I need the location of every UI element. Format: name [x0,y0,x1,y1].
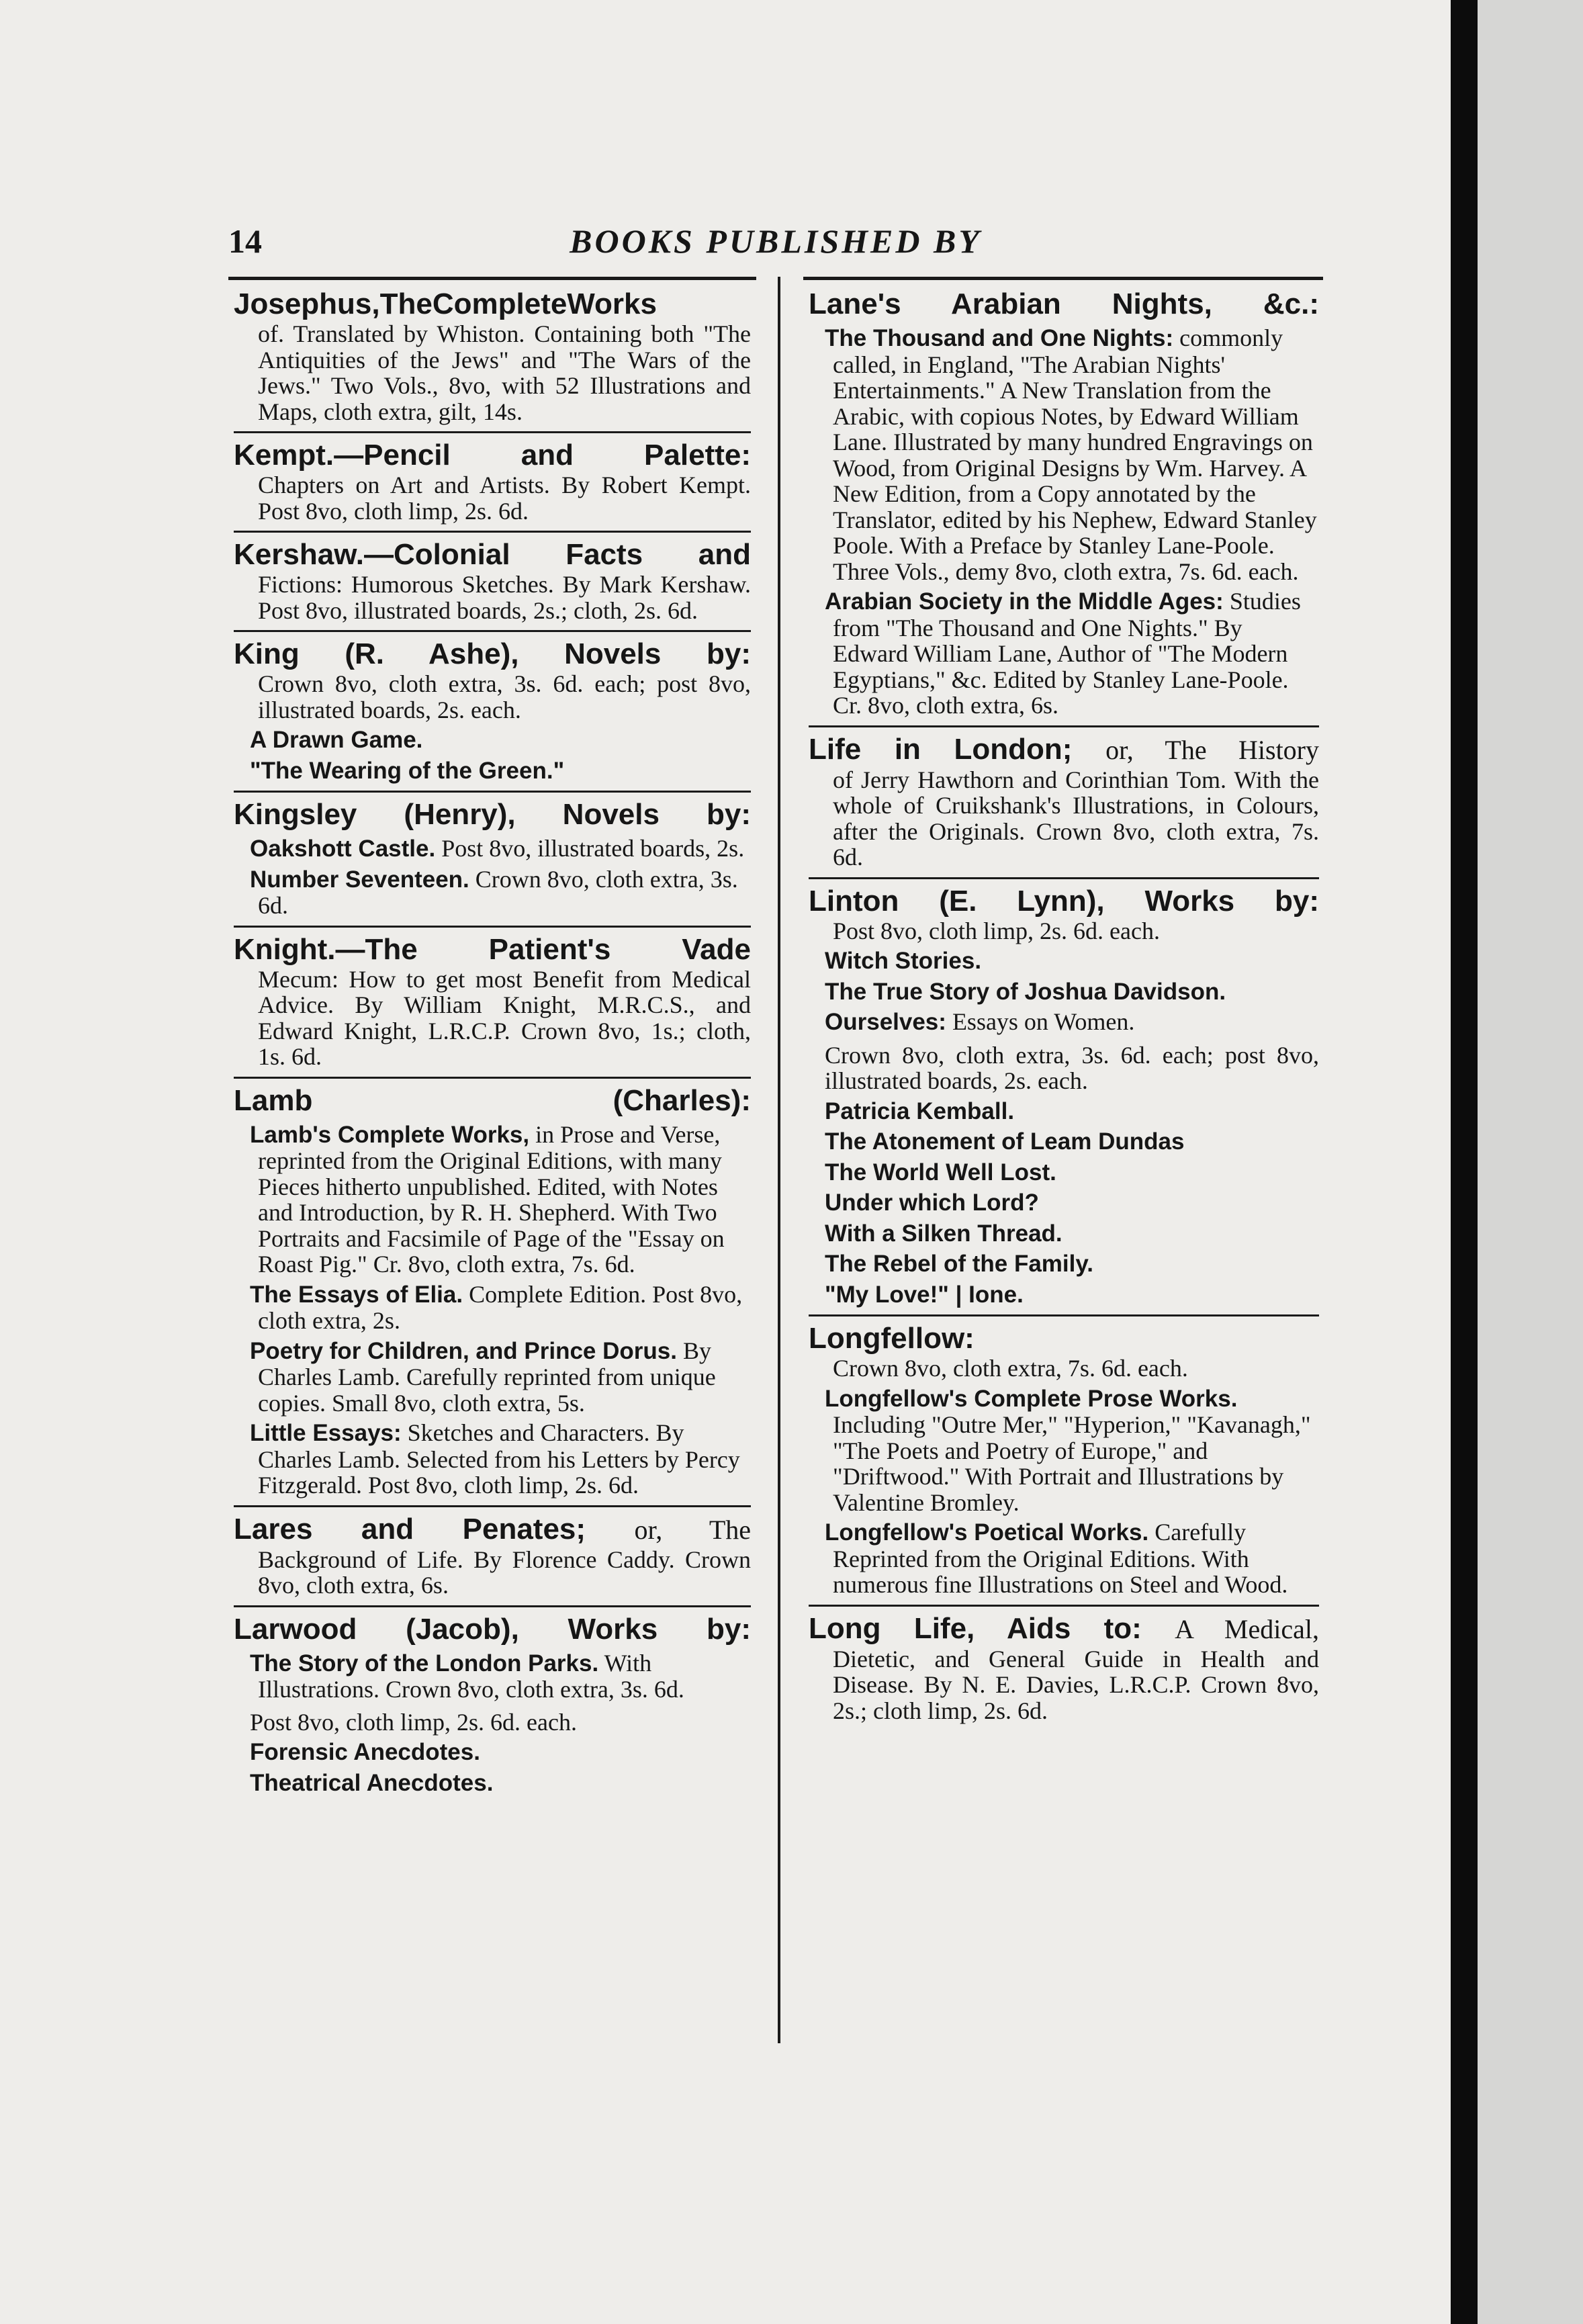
catalogue-entry [234,1079,751,1507]
entry-heading-text: Life in London; [809,732,1073,766]
entry-description: of Jerry Hawthorn and Corinthian Tom. With the whole of Cruikshank's Illustrations, in Colours, after the Originals. Crown 8vo, cloth extra, 7s. 6d. [833,766,1319,870]
item-text: in Prose and Verse, reprinted from the Original Editions, with many Pieces hitherto unpublished. Edited, with Notes and Introduction, by R. H. Shepherd. With Two Portraits and Facsimile of Page of the "Essay on Roast Pig." Cr. 8vo, cloth extra, 7s. 6d. [258,1120,725,1278]
entry-heading [234,637,751,671]
entry-item [809,1386,1319,1516]
entry-item [809,1159,1319,1186]
item-text: Essays on Women. [952,1008,1135,1035]
entry-heading-text: Lamb (Charles): [234,1083,751,1117]
item-title: Arabian Society in the Middle Ages: [825,588,1224,615]
item-title: Oakshott Castle. [250,836,436,862]
entry-heading-tail: A Medical, [1175,1613,1319,1644]
item-title: Lamb's Complete Works, [250,1121,530,1148]
entry-item [234,727,751,754]
item-text: Post 8vo, illustrated boards, 2s. [441,835,745,862]
catalogue-entry [809,282,1319,727]
catalogue-entry [234,533,751,632]
right-column-top-rule [803,277,1323,280]
entry-item [234,1739,751,1766]
entry-description: Post 8vo, cloth limp, 2s. 6d. each. [833,917,1160,944]
item-title: The Story of the London Parks. [250,1650,599,1677]
item-title: Under which Lord? [825,1190,1039,1216]
entry-item [809,1128,1319,1155]
left-column-top-rule [228,277,756,280]
column-divider [778,277,780,2043]
page-number: 14 [228,222,262,260]
entry-heading [234,933,751,967]
entry-price-note: Crown 8vo, cloth extra, 3s. 6d. each; post 8vo, illustrated boards, 2s. each. [825,1041,1319,1094]
item-text: Crown 8vo, cloth extra, 3s. 6d. [258,865,738,919]
entry-description: Dietetic, and General Guide in Health and Disease. By N. E. Davies, L.R.C.P. Crown 8vo, 2s.; cloth limp, 2s. 6d. [833,1645,1319,1724]
book-spine-shadow [1451,0,1478,2324]
entry-description: Crown 8vo, cloth extra, 7s. 6d. each. [833,1355,1188,1382]
entry-item [234,1338,751,1417]
entry-heading [234,1513,751,1547]
entry-heading [809,733,1319,767]
item-title: The Essays of Elia. [250,1281,463,1308]
item-title: Longfellow's Poetical Works. [825,1519,1149,1546]
catalogue-entry [234,928,751,1079]
item-title: Patricia Kemball. [825,1098,1015,1124]
item-text: With Illustrations. Crown 8vo, cloth extra, 3s. 6d. [258,1649,684,1703]
entry-description: Crown 8vo, cloth extra, 3s. 6d. each; post 8vo, illustrated boards, 2s. each. [258,670,751,723]
item-text: commonly called, in England, "The Arabian Nights' Entertainments." A New Translation from the Arabic, with copious Notes, by Edward William Lane. Illustrated by many hundred Engravings on Wood, from Original Designs by Wm. Harvey. A New Edition, from a Copy annotated by the Translator, edited by his Nephew, Edward Stanley Poole. With a Preface by Stanley Lane-Poole. Three Vols., demy 8vo, cloth extra, 7s. 6d. each. [833,324,1317,585]
entry-heading [234,798,751,832]
scan-background [1478,0,1583,2324]
item-text: Complete Edition. Post 8vo, cloth extra, 2s. [258,1280,743,1334]
item-title: The Atonement of Leam Dundas [825,1128,1185,1155]
entry-item [809,325,1319,584]
entry-heading-text: Knight.—The Patient's Vade [234,932,751,966]
entry-heading-text: Linton (E. Lynn), Works by: [809,884,1319,918]
entry-item [809,979,1319,1005]
entry-heading-text: Kempt.—Pencil and Palette: [234,439,751,472]
entry-description: Background of Life. By Florence Caddy. Crown 8vo, cloth extra, 6s. [258,1546,751,1599]
item-text: Studies from "The Thousand and One Nights." By Edward William Lane, Author of "The Modern Egyptians," &c. Edited by Stanley Lane-Poole. Cr. 8vo, cloth extra, 6s. [833,588,1301,719]
entry-item [809,1282,1319,1308]
item-title: The Thousand and One Nights: [825,325,1174,351]
entry-item [809,948,1319,975]
entry-description: Mecum: How to get most Benefit from Medical Advice. By William Knight, M.R.C.S., and Edward Knight, L.R.C.P. Crown 8vo, 1s.; cloth, 1s. 6d. [258,965,751,1070]
item-title: Little Essays: [250,1420,402,1446]
item-title: "The Wearing of the Green." [250,757,565,784]
catalogue-entry [809,727,1319,879]
entry-heading [809,885,1319,918]
entry-item [234,866,751,919]
catalogue-entry [234,632,751,793]
item-title: Ourselves: [825,1009,946,1035]
entry-item [234,1282,751,1334]
entry-heading [809,287,1319,321]
entry-item [809,1190,1319,1216]
entry-heading-text: Josephus,TheCompleteWorks [234,287,657,320]
item-title: The World Well Lost. [825,1159,1056,1186]
entry-description: Fictions: Humorous Sketches. By Mark Kershaw. Post 8vo, illustrated boards, 2s.; cloth, 2s. 6d. [258,571,751,624]
entry-heading-text: Lares and Penates; [234,1512,586,1546]
entry-heading-text: Larwood (Jacob), Works by: [234,1612,751,1646]
entry-item [809,1009,1319,1036]
entry-heading [809,1322,1319,1355]
entry-heading-tail: or, The History [1105,734,1319,765]
item-title: Longfellow's Complete Prose Works. [825,1385,1238,1412]
entry-price-note: Post 8vo, cloth limp, 2s. 6d. each. [250,1708,577,1736]
catalogue-entry [234,1607,751,1803]
item-title: The Rebel of the Family. [825,1251,1093,1277]
running-head: BOOKS PUBLISHED BY [570,222,982,260]
item-title: Number Seventeen. [250,866,469,893]
left-column [234,282,751,1803]
item-title: With a Silken Thread. [825,1220,1062,1247]
catalogue-entry [234,282,751,433]
item-title: Forensic Anecdotes. [250,1739,480,1765]
entry-heading-text: Lane's Arabian Nights, &c.: [809,287,1319,320]
entry-heading-text: Long Life, Aids to: [809,1611,1142,1645]
entry-item [234,758,751,785]
item-text: Sketches and Characters. By Charles Lamb. Selected from his Letters by Percy Fitzgerald. Post 8vo, cloth limp, 2s. 6d. [258,1419,740,1499]
entry-heading-text: Kingsley (Henry), Novels by: [234,798,751,831]
entry-item [809,1519,1319,1598]
item-title: Theatrical Anecdotes. [250,1769,494,1796]
catalogue-entry [234,1507,751,1607]
entry-heading [234,439,751,472]
catalogue-entry [234,433,751,533]
catalogue-entry [809,1607,1319,1731]
item-text: Including "Outre Mer," "Hyperion," "Kavanagh," "The Poets and Poetry of Europe," and "Driftwood." With Portrait and Illustrations by Valentine Bromley. [833,1411,1311,1516]
entry-description: of. Translated by Whiston. Containing both "The Antiquities of the Jews" and "The Wars of the Jews." Two Vols., 8vo, with 52 Illustrations and Maps, cloth extra, gilt, 14s. [258,320,751,425]
catalogue-entry [809,1316,1319,1607]
entry-item [809,1098,1319,1125]
entry-heading [809,1612,1319,1646]
entry-item [234,1420,751,1499]
entry-item [809,1251,1319,1278]
entry-heading-tail: or, The [634,1514,751,1545]
entry-description: Chapters on Art and Artists. By Robert Kempt. Post 8vo, cloth limp, 2s. 6d. [258,472,751,525]
entry-item [234,1122,751,1278]
item-title: Poetry for Children, and Prince Dorus. [250,1337,677,1364]
right-column [809,282,1319,1730]
entry-item [234,1770,751,1797]
entry-item [234,836,751,862]
page-header [228,222,1323,275]
item-title: Witch Stories. [825,948,982,974]
catalogue-entry [809,879,1319,1317]
entry-heading [234,287,751,321]
entry-item [809,1220,1319,1247]
item-text: Carefully Reprinted from the Original Editions. With numerous fine Illustrations on Steel and Wood. [833,1519,1288,1598]
item-title: A Drawn Game. [250,727,423,753]
entry-heading-text: King (R. Ashe), Novels by: [234,637,751,670]
catalogue-entry [234,793,751,928]
item-title: The True Story of Joshua Davidson. [825,978,1226,1005]
entry-heading [234,538,751,572]
entry-heading-text: Kershaw.—Colonial Facts and [234,538,751,571]
entry-item [809,588,1319,719]
entry-heading [234,1613,751,1646]
entry-heading [234,1084,751,1118]
item-title: "My Love!" | Ione. [825,1281,1024,1308]
entry-item [234,1650,751,1703]
entry-heading-text: Longfellow: [809,1322,975,1355]
item-text: By Charles Lamb. Carefully reprinted from unique copies. Small 8vo, cloth extra, 5s. [258,1337,716,1417]
